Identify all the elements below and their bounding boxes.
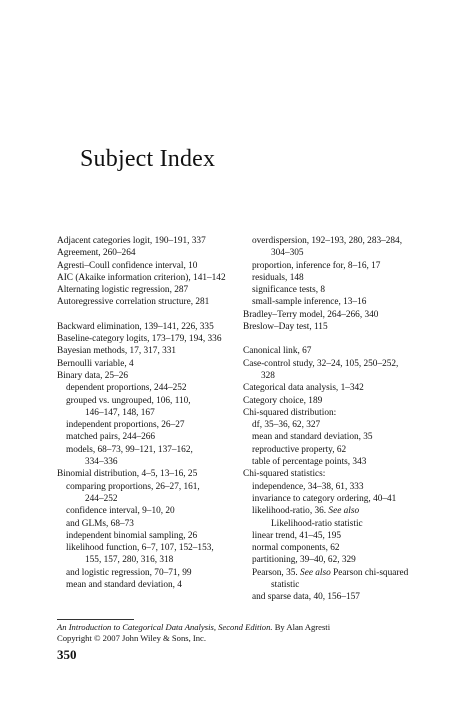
index-entry	[57, 481, 237, 493]
index-entry-text: independent proportions, 26–27	[66, 420, 185, 431]
index-entry-text: and sparse data, 40, 156–157	[252, 592, 360, 603]
index-entry	[243, 530, 443, 542]
index-entry-text: overdispersion, 192–193, 280, 283–284,	[252, 236, 403, 246]
index-entry	[57, 518, 237, 530]
index-entry	[243, 272, 443, 284]
index-entry-text: Autoregressive correlation structure, 281	[57, 297, 210, 308]
index-entry	[57, 247, 237, 259]
index-entry-text: models, 68–73, 99–121, 137–162,	[66, 444, 193, 455]
index-entry-text: Category choice, 189	[243, 395, 323, 406]
index-entry-text: and GLMs, 68–73	[66, 518, 134, 529]
index-entry-text: Adjacent categories logit, 190–191, 337	[57, 236, 206, 246]
index-entry	[57, 444, 237, 456]
index-entry-text: table of percentage points, 343	[252, 457, 367, 468]
index-entry	[243, 260, 443, 272]
index-entry	[57, 333, 237, 345]
index-entry	[243, 505, 443, 517]
index-entry-text: mean and standard deviation, 4	[66, 580, 182, 591]
index-entry	[57, 468, 237, 480]
index-entry-text: normal components, 62	[252, 543, 340, 554]
index-entry	[243, 591, 443, 603]
index-entry	[243, 493, 443, 505]
index-entry-text: df, 35–36, 62, 327	[252, 420, 321, 431]
index-entry-text: 146–147, 148, 167	[85, 407, 155, 418]
index-entry	[57, 260, 237, 272]
page-number: 350	[57, 647, 77, 662]
index-entry-text: small-sample inference, 13–16	[252, 297, 367, 308]
index-entry	[57, 542, 237, 554]
index-entry	[57, 407, 237, 419]
index-entry-text: Breslow–Day test, 115	[243, 322, 328, 333]
index-entry	[243, 567, 443, 579]
see-also-reference: See also	[326, 506, 360, 517]
index-entry-text: 304–305	[271, 248, 304, 259]
index-entry-text: 334–336	[85, 457, 118, 468]
page-title: Subject Index	[80, 146, 216, 172]
index-entry	[243, 358, 443, 370]
index-entry-text: proportion, inference for, 8–16, 17	[252, 260, 381, 271]
index-entry	[243, 579, 443, 591]
index-entry-text: likelihood-ratio, 36.	[252, 506, 327, 517]
index-entry	[243, 431, 443, 443]
index-entry	[57, 272, 237, 284]
book-title: An Introduction to Categorical Data Analysis, Second Edition.	[57, 622, 273, 632]
index-entry-text: grouped vs. ungrouped, 106, 110,	[66, 395, 191, 406]
index-entry	[57, 284, 237, 296]
index-entry-text: Binomial distribution, 4–5, 13–16, 25	[57, 469, 198, 480]
index-entry	[57, 505, 237, 517]
index-entry-text: Chi-squared statistics:	[243, 469, 326, 480]
index-entry-text: likelihood function, 6–7, 107, 152–153,	[66, 543, 214, 554]
index-entry	[57, 530, 237, 542]
copyright-line: Copyright © 2007 John Wiley & Sons, Inc.	[57, 633, 207, 643]
index-entry-text: 328	[261, 370, 275, 381]
index-entry	[243, 321, 443, 333]
index-entry-text: 155, 157, 280, 316, 318	[85, 555, 174, 566]
index-entry	[243, 382, 443, 394]
index-entry	[243, 444, 443, 456]
index-entry	[57, 567, 237, 579]
see-also-reference: See also	[297, 567, 331, 578]
index-entry	[243, 554, 443, 566]
index-entry	[57, 431, 237, 443]
index-gap	[243, 333, 443, 345]
index-entry	[57, 456, 237, 468]
index-entry-text: and logistic regression, 70–71, 99	[66, 567, 192, 578]
index-entry-text: significance tests, 8	[252, 285, 326, 296]
index-entry	[243, 235, 443, 247]
index-entry	[243, 370, 443, 382]
index-entry-text: partitioning, 39–40, 62, 329	[252, 555, 356, 566]
index-entry	[243, 419, 443, 431]
index-entry	[57, 419, 237, 431]
index-entry-text: Case-control study, 32–24, 105, 250–252,	[243, 358, 399, 369]
index-entry	[57, 579, 237, 591]
index-entry-text: Backward elimination, 139–141, 226, 335	[57, 321, 214, 332]
index-entry	[243, 481, 443, 493]
index-entry-text: matched pairs, 244–266	[66, 432, 156, 443]
index-entry-text: Likelihood-ratio statistic	[271, 518, 363, 529]
index-entry-text: comparing proportions, 26–27, 161,	[66, 481, 200, 492]
index-entry-text: Bernoulli variable, 4	[57, 358, 134, 369]
index-entry-text: mean and standard deviation, 35	[252, 432, 373, 443]
index-entry	[243, 407, 443, 419]
index-entry-text: Canonical link, 67	[243, 346, 312, 357]
index-entry	[243, 542, 443, 554]
index-entry-text: Pearson, 35.	[252, 567, 298, 578]
index-entry-text: Categorical data analysis, 1–342	[243, 383, 364, 394]
index-entry-text: AIC (Akaike information criterion), 141–142	[57, 272, 226, 283]
index-entry	[57, 554, 237, 566]
index-entry-text: linear trend, 41–45, 195	[252, 530, 342, 541]
index-entry	[243, 309, 443, 321]
index-entry-text: Agreement, 260–264	[57, 248, 136, 259]
index-entry	[57, 493, 237, 505]
footnote	[57, 622, 437, 644]
index-entry	[57, 321, 237, 333]
index-entry-text: invariance to category ordering, 40–41	[252, 493, 397, 504]
index-entry-text: Binary data, 25–26	[57, 370, 129, 381]
index-entry-text: independence, 34–38, 61, 333	[252, 481, 364, 492]
index-entry-text: Chi-squared distribution:	[243, 407, 337, 418]
index-entry	[243, 345, 443, 357]
index-entry	[243, 395, 443, 407]
index-entry	[57, 370, 237, 382]
index-entry	[57, 296, 237, 308]
index-entry	[57, 395, 237, 407]
index-entry-text: residuals, 148	[252, 272, 304, 283]
index-column-right	[243, 235, 443, 604]
book-author: By Alan Agresti	[272, 622, 331, 632]
index-entry	[57, 235, 237, 247]
index-entry-text: confidence interval, 9–10, 20	[66, 506, 175, 517]
index-entry	[243, 468, 443, 480]
index-entry-text: 244–252	[85, 493, 118, 504]
index-entry	[243, 518, 443, 530]
footnote-citation	[57, 622, 437, 633]
index-entry	[57, 382, 237, 394]
index-entry	[57, 358, 237, 370]
index-entry-text: Baseline-category logits, 173–179, 194, 336	[57, 334, 222, 345]
index-entry	[57, 345, 237, 357]
index-entry-text: Bradley–Terry model, 264–266, 340	[243, 309, 379, 320]
index-column-left	[57, 235, 237, 591]
index-entry-text: Alternating logistic regression, 287	[57, 285, 189, 296]
index-entry-text: dependent proportions, 244–252	[66, 383, 187, 394]
index-entry-text: Bayesian methods, 17, 317, 331	[57, 346, 177, 357]
index-entry	[243, 456, 443, 468]
index-entry-text: statistic	[271, 580, 300, 591]
footnote-rule	[57, 619, 134, 620]
index-entry-text: independent binomial sampling, 26	[66, 530, 198, 541]
index-entry-text: reproductive property, 62	[252, 444, 347, 455]
index-entry	[243, 284, 443, 296]
index-entry-text-tail: Pearson chi-squared	[330, 567, 409, 578]
index-gap	[57, 309, 237, 321]
index-entry	[243, 247, 443, 259]
index-entry	[243, 296, 443, 308]
index-entry-text: Agresti–Coull confidence interval, 10	[57, 260, 198, 271]
